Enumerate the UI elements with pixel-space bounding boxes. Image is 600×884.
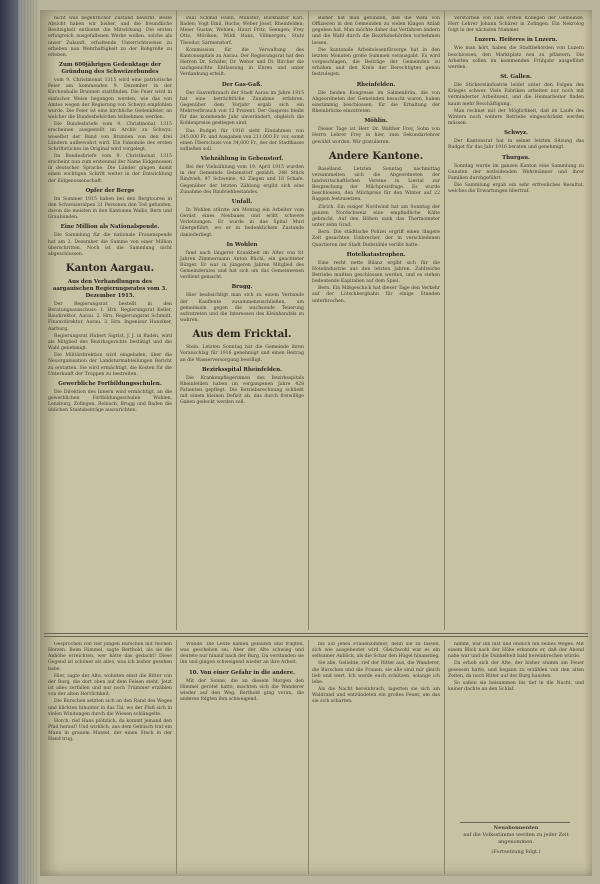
notice-title: Neuabonnenten (493, 825, 539, 831)
article-heading: Rheinfelden. (356, 81, 396, 88)
article-heading: Schwyz. (504, 130, 528, 137)
bottom-column-3 (312, 642, 440, 872)
article-paragraph: Die Sammlung für die nationale Frauenspende hat am 2. Dezember die Summe von einer Million überschritten. Noch ist die Sammlung nicht abgeschlossen. (48, 233, 172, 257)
article-paragraph: Der Kantonsrat hat in seiner letzten Sitzung das Budget für das Jahr 1916 beraten und genehmigt. (448, 139, 584, 151)
article-paragraph: Hier, sagte der Alte, wohnten einst die Ritter von der Burg, die dort oben auf dem Felsen steht. Jetzt ist alles zerfallen und nur noch Trümmer erzählen von der alten Herrlichkeit. (48, 673, 172, 698)
section-heading: Aus dem Fricktal. (192, 329, 292, 341)
article-paragraph: Wunde. Die Leute kamen gelaufen und fragten, was geschehen sei. Aber der Alte schwieg und deutete nur hinauf nach der Burg. Da verstanden sie ihn und gingen schweigend wieder an ihre Arbeit. (180, 642, 304, 666)
article-heading: Aus den Verhandlungen des aargauischen Regierungsrates vom 3. Dezember 1915. (52, 279, 168, 299)
article-paragraph: Bern. Die städtische Polizei ergriff einen längere Zeit gesuchten Einbrecher, der in verschiedenen Quartieren der Stadt Diebstähle verübt hatte. (312, 230, 440, 248)
article-paragraph: vom 9. Christmonat 1315 wird eine patriotische Feier am kommenden 9. Dezember in der Kirchenhalle Brunnen stattfinden. Die Feier wird in einfacher Weise begangen werden, wie das von Amtes wegen der Regierung von Schwyz empfohlen wurde. Die Feier ist eine kirchliche Gedenkfeier, an welcher die Bundesbehörden teilnehmen werden. (48, 78, 172, 121)
top-column-2 (180, 16, 304, 630)
article-paragraph: Wie man hört, haben die Stadtbehörden von Luzern beschlossen, den Marktplatz neu zu pflästern. Die Arbeiten sollen im kommenden Frühjahr ausgeführt werden. (448, 46, 584, 70)
page-stack-edge (18, 0, 38, 884)
section-heading: Kanton Aargau. (65, 263, 155, 274)
column-rule (444, 10, 445, 630)
article-heading: Thurgau. (502, 154, 530, 161)
article-paragraph: Als die Nacht hereinbrach, lagerten sie sich am Waldrand und entzündeten ein großes Feuer, um das sie sich scharten. (312, 687, 440, 705)
article-paragraph: Die Direktion des Innern wird ermächtigt, an die gewerblichen Fortbildungsschulen Wohlen, Lenzburg, Zofingen, Reinach, Brugg und Baden die üblichen Staatsbeiträge auszurichten. (48, 389, 172, 414)
article-paragraph: Bei der Viehzählung vom 19. April 1915 wurden in der Gemeinde Gebenstorf gezählt: 248 Stück Rindvieh, 97 Schweine, 42 Ziegen und 18 Schafe. Gegenüber der letzten Zählung ergibt sich eine Zunahme des Rindviehbestandes. (180, 165, 304, 195)
article-paragraph: fand nach längerer Krankheit im Alter von 81 Jahren Zimmermann Anton Büchi, ein geachteter Bürger. Er war in jüngeren Jahren Mitglied des Gemeinderates und hat sich um das Gemeinwesen verdient gemacht. (180, 250, 304, 281)
bottom-column-1 (48, 642, 172, 872)
article-paragraph: In Wohlen stürzte am Montag ein Arbeiter vom Gerüst eines Neubaues und erlitt schwere Verletzungen. Er wurde in das Spital Muri übergeführt, wo er in bedenklichem Zustande daniederliegt. (180, 207, 304, 238)
article-paragraph: Bern. Ein Mißgeschick hat dieser Tage den Verkehr auf der Lötschbergbahn für einige Stunden unterbrochen. (312, 286, 440, 304)
bottom-column-4 (448, 642, 584, 818)
notice-rule (460, 822, 570, 823)
article-heading: In Wohlen (226, 241, 258, 248)
article-heading: Unfall. (231, 198, 253, 205)
article-paragraph: Man rechnet mit der Möglichkeit, daß im Laufe des Winters noch weitere Betriebe eingeschränkt werden müssen. (448, 108, 584, 127)
top-column-1 (48, 16, 172, 630)
article-paragraph: nimmt, war ihn fast und endlich hin seines Weges. Mit einem Blick nach der Höhe erkannte er, daß der Abend nahe war und die Dunkelheit bald hereinbrechen würde. (448, 642, 584, 660)
article-paragraph: Baselland. Letzten Sonntag nachmittag versammelten sich die Abgeordneten der landwirtschaftlichen Vereine in Liestal zur Besprechung der Milchpreisfrage. Es wurde beschlossen, den Milchpreis für den Winter auf 22 Rappen festzusetzen. (312, 166, 440, 203)
article-heading: Zum 600jährigen Gedenktage der Gründung des Schweizerbundes (59, 62, 161, 76)
article-paragraph: Eine recht nette Bilanz ergibt sich für die Hotelindustrie aus den letzten Jahren. Zahlreiche Betriebe mußten geschlossen werden, und es stehen bedeutende Kapitalien auf dem Spiel. (312, 260, 440, 285)
article-paragraph: Stein. Letzten Sonntag hat die Gemeinde ihren Voranschlag für 1916 genehmigt und einen Beitrag an die Wasserversorgung bewilligt. (180, 345, 304, 363)
article-paragraph: Bisher hat man gefunden, daß die Wahl von Offizieren in den Gemeinden zu vielen Klagen Anlaß gegeben hat. Man möchte daher das Verfahren ändern und die Wahl durch die Bezirksbehörden vornehmen lassen. (312, 16, 440, 46)
article-heading: Der Gas-Gaß. (221, 81, 263, 88)
article-heading: Gewerbliche Fortbildungsschulen. (58, 380, 162, 387)
article-heading: Möhlin. (364, 118, 388, 125)
section-heading: Andere Kantone. (328, 150, 424, 162)
article-paragraph: Die Bundesbriefe vom 9. Christmonat 1315 erscheinen ausgestellt im Archiv zu Schwyz, woselbst der Bund von Brunnen von den drei Ländern aufbewahrt wird. Ein Faksimile des ersten Schriftstückes im Original wird vorgelegt. (48, 122, 172, 152)
article-paragraph: Die Krankenpflegerinnen des Bezirksspitals Rheinfelden haben im vergangenen Jahre 428 Patienten gepflegt. Die Betriebsrechnung schließt mit einem kleinen Defizit ab, das durch freiwillige Gaben gedeckt werden soll. (180, 375, 304, 406)
article-heading: Opfer der Berge (85, 187, 135, 194)
article-paragraph: Im Bundesbriefe vom 9. Christmonat 1315 erscheint nun zum erstenmal der Name Eidgenossen in deutscher Sprache. Die Länder gingen damit einen wichtigen Schritt weiter in der Entwicklung der Eidgenossenschaft. (48, 153, 172, 184)
article-paragraph: So saßen sie beisammen bis tief in die Nacht, und keiner dachte an den Schlaf. (448, 680, 584, 693)
article-paragraph: Die beiden Kongresse im Salmenbräu, die von Abgeordneten der Gemeinden besucht waren, haben einstimmig beschlossen, für die Erhaltung der Rheinbrücke einzutreten. (312, 90, 440, 115)
column-rule (308, 10, 309, 630)
article-paragraph: Kommission für die Verwaltung des Kantonsspitals zu Aarau: Der Regierungsrat hat den Herren Dr. Schäfer, Dr. Weber und Dr. Bircher die nachgesuchte Entlassung in Ehren und unter Verdankung erteilt. (180, 47, 304, 78)
section-divider (44, 636, 588, 637)
article-paragraph: Gesprochen von vier jungen Burschen mit reichen Herzen. Beim Himmel, sagte Berthold, als sie die Anhöhe erreichten, wer hätte das gedacht! Diese Gegend ist schöner als alles, was ich bisher gesehen habe. (48, 642, 172, 672)
article-paragraph: Die Stickereiindustrie leidet unter den Folgen des Krieges schwer. Viele Fabriken arbeiten nur noch mit verminderter Arbeitszeit, und die Heimarbeiter finden kaum mehr Beschäftigung. (448, 83, 584, 107)
newspaper-page (40, 10, 592, 876)
article-heading: St. Gallen. (500, 74, 532, 81)
article-heading: 10. Von einer Gefahr in die andere. (188, 669, 296, 676)
article-paragraph: Die Burschen setzten sich an den Rand des Weges und blickten hinunter in das Tal, wo der Fluß sich in vielen Windungen durch die Wiesen schlängelte. (48, 699, 172, 717)
article-paragraph: Sie alle, Geliebte, rief der Ritter aus, die Wanderer, die Burschen und die Frauen, sie alle sind mir gleich lieb und wert. Ich werde euch schützen, solange ich lebe. (312, 661, 440, 685)
article-paragraph: Das Budget für 1916 sieht Einnahmen von 245,000 Fr. und Ausgaben von 211,000 Fr. vor, somit einen Überschuss von 34,000 Fr., der der Stadtkasse zufließen soll. (180, 128, 304, 152)
continuation-note: (Fortsetzung folgt.) (491, 849, 541, 855)
article-paragraph: Sonntag wurde im ganzen Kanton eine Sammlung zu Gunsten der notleidenden Wehrmänner und ihrer Familien durchgeführt. (448, 163, 584, 181)
notice-text: auf die Volksstimme werden zu jeder Zeit angenommen. (463, 832, 569, 845)
article-heading: Hotelkatastrophen. (346, 251, 406, 258)
column-rule (176, 640, 177, 874)
section-divider (44, 633, 588, 634)
article-heading: Bezirksspital Rheinfelden. (201, 366, 283, 373)
top-column-3 (312, 16, 440, 630)
article-paragraph: Regierungsrat Hubert Sigrist, J. J. in Baden, wird als Mitglied des Bezirksgerichts bestätigt und die Wahl genehmigt. (48, 333, 172, 352)
column-rule (176, 10, 177, 630)
article-paragraph: Die Militärdirektion wird eingeladen, über die Neuorganisation der Landsturmabteilungen Bericht zu erstatten. Sie wird ermächtigt, die Kosten für die Unterkunft der Truppen zu bestreiten. (48, 353, 172, 377)
article-heading: Viehzählung in Gebenstorf. (200, 156, 284, 163)
article-paragraph: Der Gasverbrauch der Stadt Aarau im Jahre 1915 hat eine beträchtliche Zunahme erfahren. Gegenüber dem Vorjahr ergab sich ein Mehrverbrauch von 12 Prozent. Der Gaspreis bleibt für das kommende Jahr unverändert, obgleich die Kohlenpreise gestiegen sind. (180, 90, 304, 127)
article-paragraph: Horch, rief Hans plötzlich, da kommt jemand den Pfad herauf! Und wirklich, aus dem Gebüsch trat ein Mann in grauem Mantel, der einen Stock in der Hand trug. (48, 718, 172, 743)
article-paragraph: Da erhob sich der Alte, der bisher stumm am Feuer gesessen hatte, und begann zu erzählen von den alten Zeiten, da noch Ritter auf der Burg hausten. (448, 661, 584, 679)
subscription-notice (450, 825, 582, 856)
column-rule (444, 640, 445, 874)
bottom-column-2 (180, 642, 304, 872)
top-column-4 (448, 16, 584, 630)
article-paragraph: Die Sammlung ergab ein sehr erfreuliches Resultat, welches die Erwartungen übertraf. (448, 182, 584, 195)
article-paragraph: Die kantonale Arbeitslosenfürsorge hat in den letzten Monaten große Summen verausgabt. Es wird vorgeschlagen, die Beiträge der Gemeinden zu erhöhen und den Kreis der Berechtigten genau festzulegen. (312, 47, 440, 78)
article-paragraph: Hier beabsichtigt man sich zu einem Verbande der Kaufleute zusammenzuschließen, um gemeinsam gegen die wachsende Teuerung aufzutreten und die Interessen des Kleinhandels zu wahren. (180, 293, 304, 324)
article-heading: Brugg. (231, 284, 253, 291)
article-paragraph: nicht was begehrlicher Zustand bewirkt. Beste Absicht haben wir bisher, und die freundliche Besitzigkeit entbietet die Mitwirkung. Die ersten erfolgreich ausgefallenen Werke wollen, solche als unser Zukunft, erhaltende Unterrichtsweise zu erheben nun Wehrhaftigkeit zu der Rohgröße zu erleben. (48, 16, 172, 58)
article-paragraph: Der Regierungsrat bestellt in den Beratungsausschuss: 1. Hrn. Regierungsrat Keller, Baudirektor, Aarau. 2. Hrn. Regierungsrat Schmidt, Finanzdirektor, Aarau. 3. Hrn. Ingenieur Hunziker, Aarburg. (48, 302, 172, 332)
article-heading: Luzern. Heiteres in Luzern. (474, 37, 558, 44)
article-paragraph: Dieser Tage ist Herr Dr. Walther Frey, Sohn von Herrn Lehrer Frey in hier, zum Sekundarlehrer gewählt worden. Wir gratulieren. (312, 127, 440, 145)
article-paragraph: bis auf jenes Frauenzimmer, denn sie zu fassen, sich wie ausgebeutet wird. Gleichwohl war es ein seltsamer Anblick, als die Schar den Hügel hinanstieg. (312, 642, 440, 660)
article-paragraph: Im Sommer 1915 haben bei den Bergtouren in den Schweizeralpen 31 Personen den Tod gefunden, davon die meisten in den Kantonen Wallis, Bern und Graubünden. (48, 196, 172, 221)
article-paragraph: Verstorben von zum ersten Kollegen der Gemeinde, Herr Lehrer Johann Schärer in Zofingen. Ein Nekrolog folgt in der nächsten Nummer. (448, 16, 584, 34)
column-rule (308, 640, 309, 874)
article-paragraph: Mit der Sonne, die an diesem Morgen den Himmel gerötet hatte, machten sich die Wanderer wieder auf den Weg. Berthold ging voran, die anderen folgten ihm schweigend. (180, 678, 304, 703)
article-paragraph: Zürich. Ein eisiger Nordwind hat am Sonntag der ganzen Nordschweiz eine empfindliche Kälte gebracht. Auf den Höhen sank das Thermometer unter zehn Grad. (312, 204, 440, 229)
article-heading: Eine Million als Nationalspende. (60, 224, 160, 231)
article-paragraph: Paul Schmid Hunn, Münster; Burkhalter Karl, Baden; Vogt Emil, Buchs; Weber Josef, Rheinfelden; Meier Gustav, Wohlen; Hauri Fritz, Seengen; Frey Otto, Möriken; Wildi Hans, Villmergen; Stutz Theodor, Sarmenstorf. (180, 16, 304, 46)
